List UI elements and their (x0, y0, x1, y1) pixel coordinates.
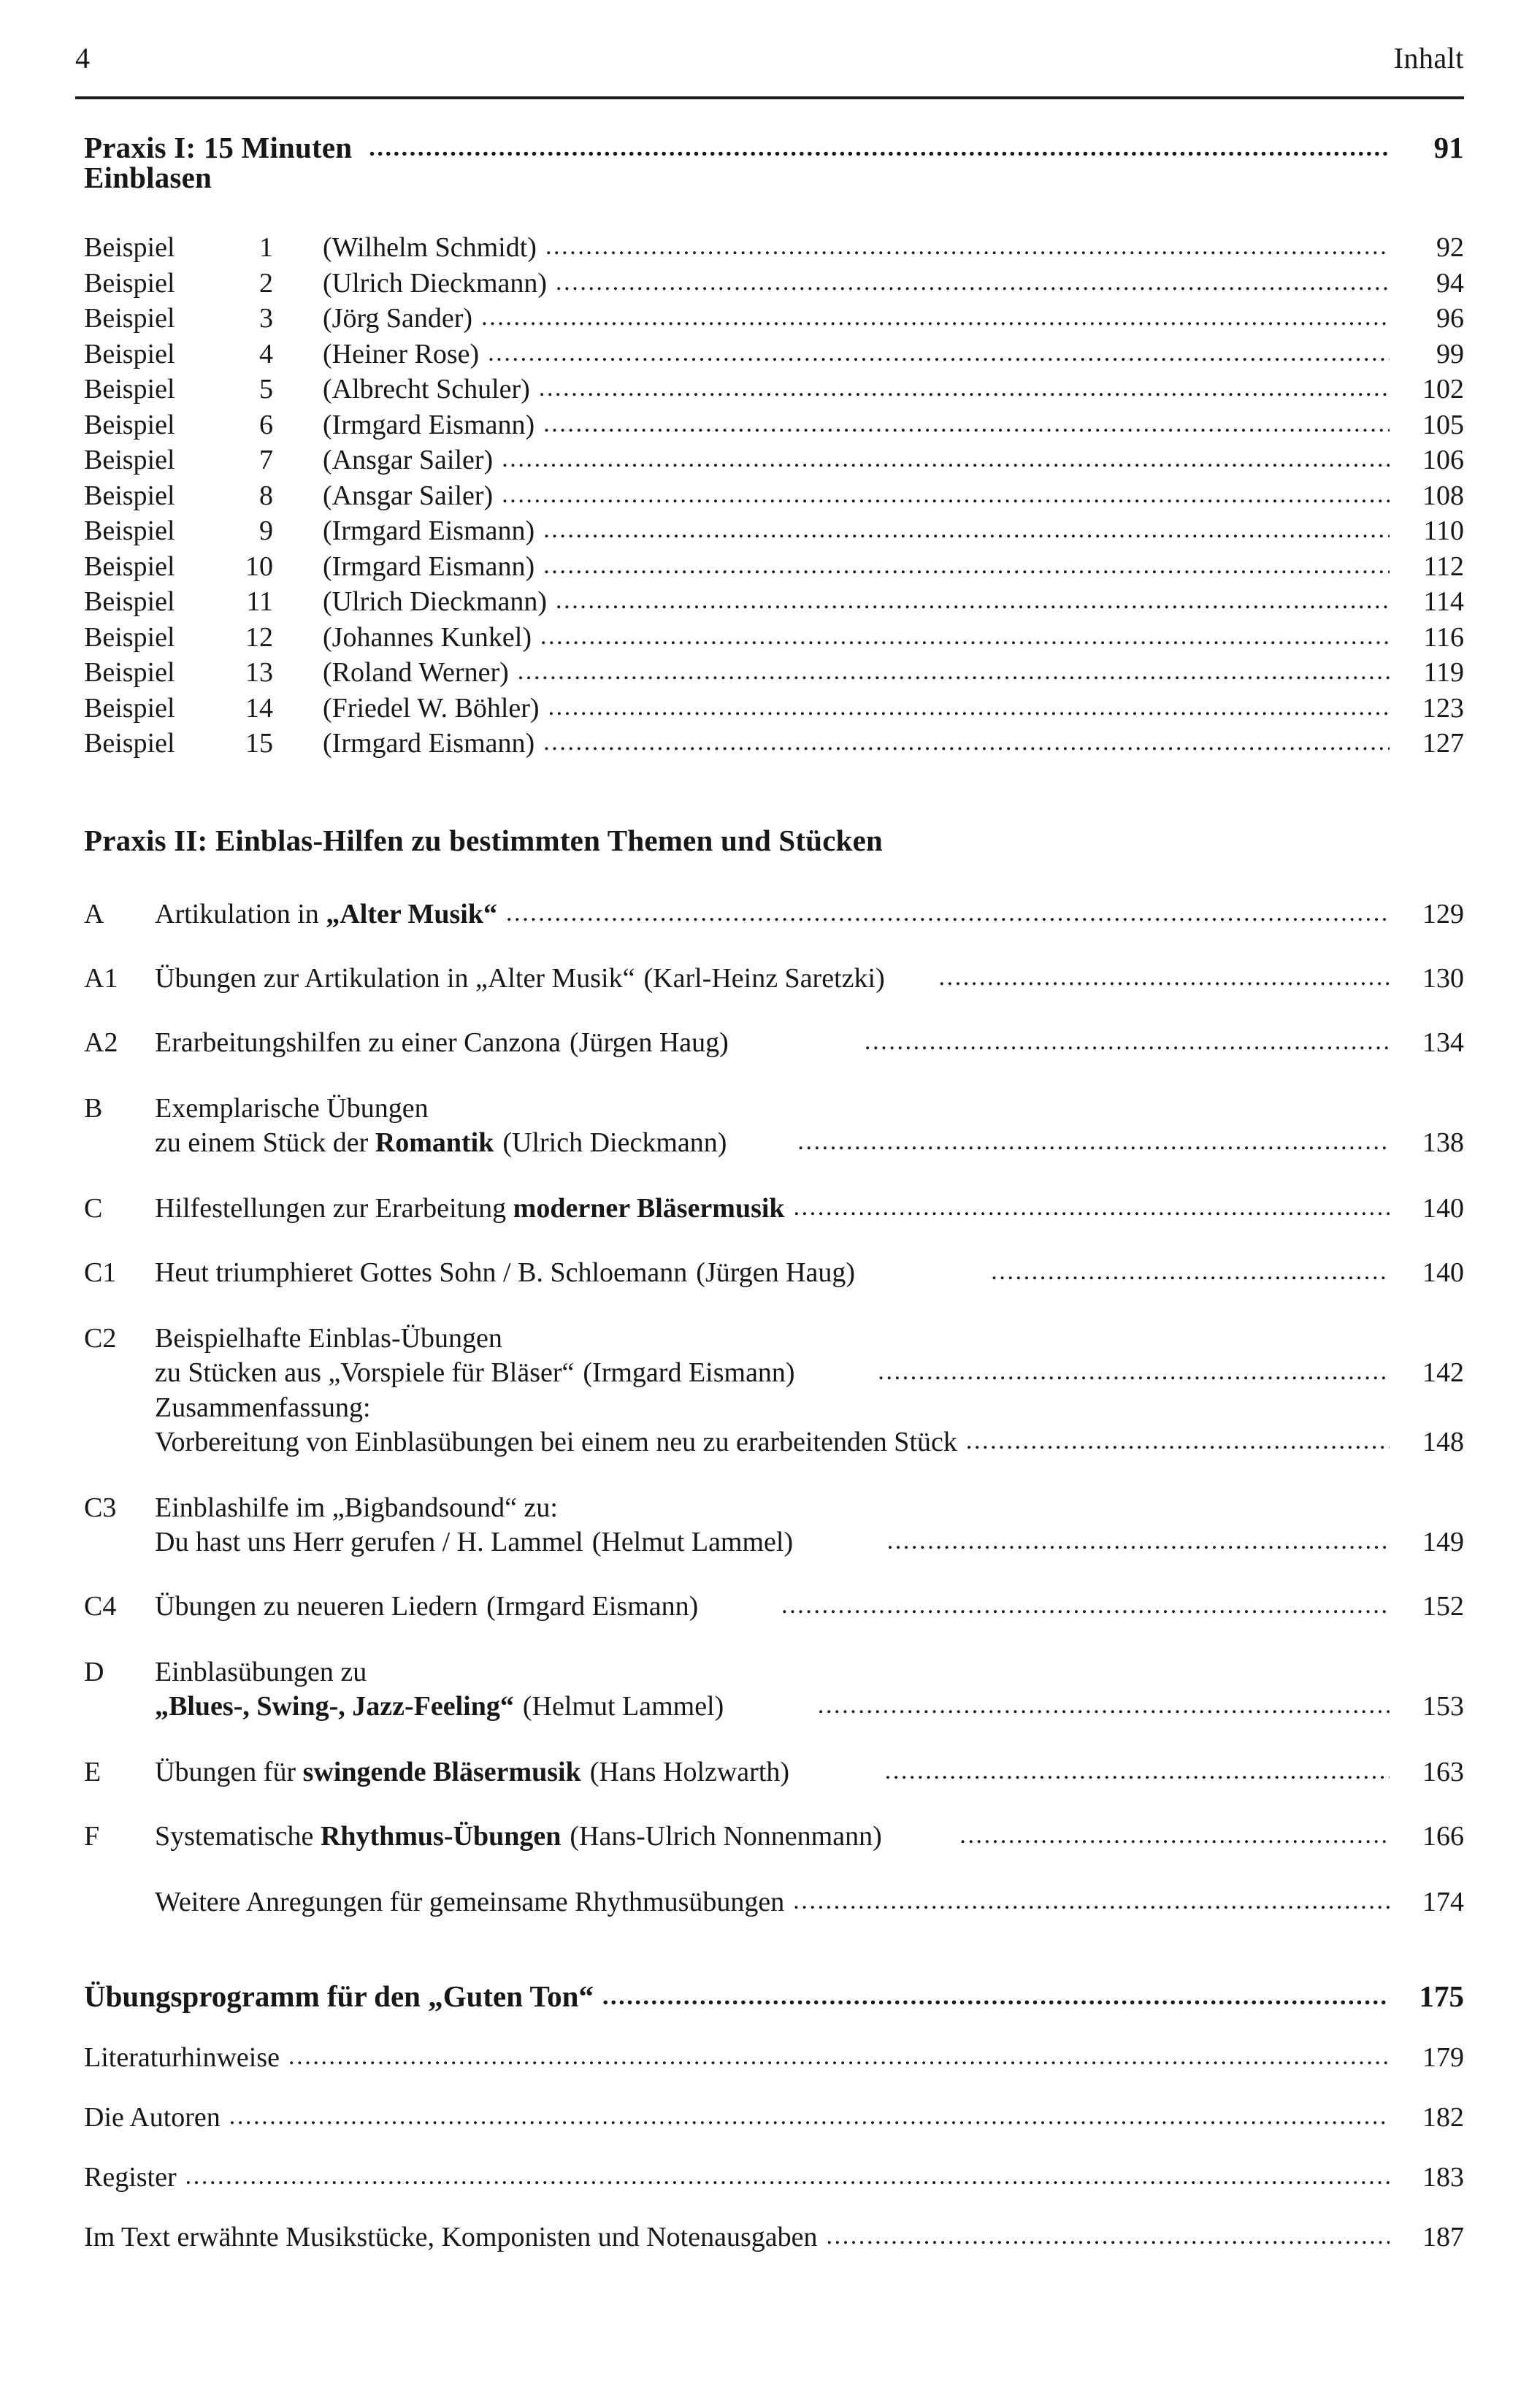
entry-page: 174 (1422, 1886, 1464, 1917)
section-author: (Hans Holzwarth) (589, 1756, 790, 1787)
beispiel-author: (Roland Werner) (323, 657, 509, 688)
beispiel-author: (Ulrich Dieckmann) (323, 586, 548, 617)
section-page: 149 (1422, 1526, 1464, 1557)
section-page: 166 (1422, 1820, 1464, 1852)
beispiel-author: (Heiner Rose) (323, 338, 480, 369)
list-item[interactable] (84, 726, 1464, 762)
toc-section-a1[interactable] (84, 962, 1464, 997)
section-author: (Irmgard Eismann) (486, 1590, 699, 1622)
beispiel-author: (Irmgard Eismann) (323, 409, 535, 440)
beispiel-number: 4 (259, 338, 273, 369)
beispiel-label: Beispiel (84, 728, 175, 759)
toc-section-c2[interactable] (84, 1322, 1464, 1460)
section-title: Übungen zur Artikulation in „Alter Musik“ (155, 962, 635, 994)
beispiel-number: 3 (259, 303, 273, 334)
section-page: 142 (1422, 1357, 1464, 1388)
beispiel-page: 119 (1423, 657, 1464, 688)
dot-leader (481, 301, 1390, 335)
dot-leader (539, 372, 1390, 406)
section-key: F (84, 1820, 100, 1852)
dot-leader (488, 337, 1390, 371)
beispiel-number: 10 (245, 551, 273, 582)
beispiel-author: (Irmgard Eismann) (323, 515, 535, 546)
beispiel-number: 6 (259, 409, 273, 440)
entry-title: Weitere Anregungen für gemeinsame Rhythmusübungen (155, 1886, 785, 1917)
beispiel-number: 15 (245, 728, 273, 759)
dot-leader (885, 1754, 1390, 1788)
section-key: C3 (84, 1492, 117, 1523)
toc-section-a[interactable] (84, 897, 1464, 932)
dot-leader (818, 1688, 1390, 1722)
beispiel-page: 110 (1423, 515, 1464, 546)
beispiel-author: (Irmgard Eismann) (323, 728, 535, 759)
section-page: 140 (1422, 1192, 1464, 1224)
toc-section-c3[interactable] (84, 1491, 1464, 1560)
beispiel-number: 12 (245, 621, 273, 653)
list-item[interactable] (84, 302, 1464, 337)
list-item[interactable] (84, 514, 1464, 550)
section-author: (Ulrich Dieckmann) (502, 1127, 727, 1158)
section-summary-page: 148 (1422, 1426, 1464, 1457)
section-title: Übungen zu neueren Liedern (155, 1590, 478, 1622)
section-title: Erarbeitungshilfen zu einer Canzona (155, 1027, 562, 1058)
toc-section-a2[interactable] (84, 1026, 1464, 1061)
section-key: C4 (84, 1590, 117, 1622)
section-page: 140 (1422, 1257, 1464, 1288)
dot-leader (288, 2044, 1390, 2069)
entry-page: 187 (1422, 2221, 1464, 2252)
dot-leader (878, 1354, 1390, 1389)
section-title-emphasis: „Blues-, Swing-, Jazz-Feeling“ (155, 1690, 514, 1722)
section-title-plain: Artikulation in (155, 898, 326, 929)
list-item[interactable] (84, 621, 1464, 656)
list-item[interactable] (84, 337, 1464, 373)
section-title: Heut triumphieret Gottes Sohn / B. Schloemann (155, 1257, 688, 1288)
tail-heading-plain: Übungsprogramm für den (84, 1979, 429, 2013)
dot-leader (887, 1524, 1390, 1558)
section-author: (Helmut Lammel) (591, 1526, 794, 1557)
toc-section-d[interactable] (84, 1655, 1464, 1725)
beispiel-label: Beispiel (84, 692, 175, 724)
toc-section-c[interactable] (84, 1192, 1464, 1227)
toc-section-e[interactable] (84, 1755, 1464, 1790)
section-key: B (84, 1092, 103, 1124)
section-title-plain: Systematische (155, 1820, 321, 1852)
dot-leader (865, 1024, 1390, 1059)
toc-entry-weitere-anregungen[interactable] (84, 1885, 1464, 1920)
toc-entry-literaturhinweise[interactable] (84, 2041, 1464, 2073)
section-author: (Helmut Lammel) (522, 1690, 724, 1722)
section-key: D (84, 1656, 104, 1687)
section-author: (Jürgen Haug) (696, 1257, 856, 1288)
dot-leader (797, 1124, 1390, 1159)
beispiel-number: 1 (259, 232, 273, 263)
beispiel-author: (Albrecht Schuler) (323, 374, 530, 404)
section-subtitle-summary: Zusammenfassung: (155, 1392, 371, 1423)
beispiel-page: 102 (1422, 374, 1464, 404)
beispiel-number: 7 (259, 445, 273, 475)
dot-leader (543, 407, 1390, 442)
section-page: 129 (1422, 898, 1464, 929)
toc-content (84, 133, 1464, 2251)
beispiel-number: 8 (259, 480, 273, 511)
beispiel-author: (Friedel W. Böhler) (323, 692, 540, 724)
section-title-line-1: Einblasübungen zu (155, 1656, 367, 1687)
section-title-line-1: Exemplarische Übungen (155, 1092, 429, 1124)
dot-leader (794, 1190, 1390, 1224)
beispiel-author: (Johannes Kunkel) (323, 621, 532, 653)
section-key: E (84, 1756, 101, 1787)
dot-leader (185, 2164, 1390, 2189)
section-title-plain: zu einem Stück der (155, 1127, 375, 1158)
running-head-rule (75, 96, 1464, 99)
beispiel-label: Beispiel (84, 338, 175, 369)
section-title-plain: Hilfestellungen zur Erarbeitung (155, 1192, 513, 1224)
section-author: (Karl-Heinz Saretzki) (643, 962, 885, 994)
toc-entry-register[interactable] (84, 2163, 1464, 2191)
beispiel-label: Beispiel (84, 409, 175, 440)
list-item[interactable] (84, 550, 1464, 586)
beispiel-author: (Ansgar Sailer) (323, 445, 494, 475)
beispiel-number: 14 (245, 692, 273, 724)
dot-leader (543, 726, 1390, 760)
section-title-emphasis: „Alter Musik“ (326, 898, 497, 929)
list-item[interactable] (84, 585, 1464, 621)
dot-leader (369, 136, 1390, 161)
section-title-emphasis: swingende Bläsermusik (302, 1756, 581, 1787)
dot-leader (556, 584, 1390, 618)
toc-section-f[interactable] (84, 1820, 1464, 1855)
section-key: A (84, 898, 104, 929)
list-item[interactable] (84, 231, 1464, 267)
dot-leader (548, 691, 1390, 725)
beispiel-page: 96 (1436, 303, 1464, 334)
beispiel-author: (Wilhelm Schmidt) (323, 232, 537, 263)
entry-page: 179 (1422, 2041, 1464, 2073)
toc-heading-praxis-1[interactable] (84, 133, 1464, 193)
list-item[interactable] (84, 267, 1464, 302)
dot-leader (502, 442, 1390, 477)
beispiel-label: Beispiel (84, 586, 175, 617)
beispiel-page: 123 (1422, 692, 1464, 724)
tail-heading-page: 175 (1419, 1979, 1464, 2013)
dot-leader (229, 2104, 1390, 2129)
beispiel-label: Beispiel (84, 303, 175, 334)
section-page: 134 (1422, 1027, 1464, 1058)
beispiel-page: 108 (1422, 480, 1464, 511)
beispiel-page: 106 (1422, 445, 1464, 475)
dot-leader (506, 896, 1390, 930)
section-key: C (84, 1192, 103, 1224)
beispiel-label: Beispiel (84, 657, 175, 688)
beispiel-label: Beispiel (84, 267, 175, 299)
section-page: 153 (1422, 1690, 1464, 1722)
dot-leader (545, 230, 1390, 264)
entry-page: 183 (1422, 2161, 1464, 2193)
toc-section-c4[interactable] (84, 1590, 1464, 1625)
entry-title: Literaturhinweise (84, 2041, 280, 2073)
list-item[interactable] (84, 443, 1464, 479)
section-key: C1 (84, 1257, 117, 1288)
tail-heading-emphasis: „Guten Ton“ (428, 1979, 594, 2013)
beispiel-list (84, 231, 1464, 762)
beispiel-page: 94 (1436, 267, 1464, 299)
section-page: 163 (1422, 1756, 1464, 1787)
dot-leader (781, 1588, 1390, 1622)
section-key: A1 (84, 962, 118, 994)
section-summary-text: Vorbereitung von Einblasübungen bei einem neu zu erarbeitenden Stück (155, 1426, 957, 1457)
beispiel-author: (Irmgard Eismann) (323, 551, 535, 582)
beispiel-number: 5 (259, 374, 273, 404)
list-item[interactable] (84, 691, 1464, 727)
beispiel-page: 112 (1423, 551, 1464, 582)
section-title-line-1: Beispielhafte Einblas-Übungen (155, 1322, 502, 1354)
beispiel-label: Beispiel (84, 621, 175, 653)
section-author: (Irmgard Eismann) (583, 1357, 795, 1388)
section-title-line-2: zu Stücken aus „Vorspiele für Bläser“ (155, 1357, 575, 1388)
section-key: C2 (84, 1322, 117, 1354)
dot-leader (939, 960, 1390, 994)
beispiel-label: Beispiel (84, 445, 175, 475)
beispiel-author: (Ansgar Sailer) (323, 480, 494, 511)
beispiel-label: Beispiel (84, 551, 175, 582)
entry-page: 182 (1422, 2101, 1464, 2133)
section-title-emphasis: Rhythmus-Übungen (320, 1820, 562, 1852)
section-author: (Jürgen Haug) (570, 1027, 729, 1058)
beispiel-label: Beispiel (84, 232, 175, 263)
dot-leader (543, 549, 1390, 583)
list-item[interactable] (84, 408, 1464, 444)
beispiel-page: 105 (1422, 409, 1464, 440)
beispiel-author: (Ulrich Dieckmann) (323, 267, 548, 299)
dot-leader (966, 1424, 1390, 1458)
beispiel-label: Beispiel (84, 374, 175, 404)
section-title-line-2: Du hast uns Herr gerufen / H. Lammel (155, 1526, 583, 1557)
toc-section-b[interactable] (84, 1092, 1464, 1161)
running-head (75, 44, 1464, 73)
dot-leader (540, 620, 1390, 654)
dot-leader (518, 655, 1390, 689)
dot-leader (543, 513, 1390, 548)
dot-leader (602, 1985, 1390, 2009)
beispiel-page: 116 (1423, 621, 1464, 653)
dot-leader (959, 1818, 1390, 1852)
section-key: A2 (84, 1027, 118, 1058)
section-page: 138 (1422, 1127, 1464, 1158)
section-page: 130 (1422, 962, 1464, 994)
beispiel-page: 114 (1423, 586, 1464, 617)
dot-leader (556, 266, 1390, 300)
beispiel-page: 99 (1436, 338, 1464, 369)
toc-section-c1[interactable] (84, 1256, 1464, 1291)
beispiel-number: 2 (259, 267, 273, 299)
beispiel-label: Beispiel (84, 480, 175, 511)
dot-leader (793, 1884, 1390, 1918)
beispiel-author: (Jörg Sander) (323, 303, 473, 334)
praxis-2-heading-label: Praxis II: Einblas-Hilfen zu bestimmten Themen und Stücken (84, 823, 884, 857)
page-folio-number: 4 (75, 42, 91, 74)
beispiel-page: 92 (1436, 232, 1464, 263)
list-item[interactable] (84, 372, 1464, 408)
section-title-emphasis: Romantik (375, 1127, 494, 1158)
section-page: 152 (1422, 1590, 1464, 1622)
toc-heading-uebungsprogramm[interactable] (84, 1979, 1464, 2013)
list-item[interactable] (84, 656, 1464, 691)
entry-title: Die Autoren (84, 2101, 221, 2133)
beispiel-number: 11 (246, 586, 273, 617)
praxis-1-heading-label: Praxis I: 15 Minuten Einblasen (84, 131, 353, 194)
dot-leader (827, 2224, 1390, 2249)
entry-title: Register (84, 2161, 177, 2193)
running-head-title: Inhalt (1393, 42, 1464, 74)
beispiel-number: 9 (259, 515, 273, 546)
dot-leader (991, 1254, 1390, 1289)
section-title-emphasis: moderner Bläsermusik (513, 1192, 785, 1224)
list-item[interactable] (84, 479, 1464, 515)
section-author: (Hans-Ulrich Nonnenmann) (570, 1820, 882, 1852)
toc-heading-praxis-2[interactable] (84, 823, 1464, 858)
toc-entry-die-autoren[interactable] (84, 2101, 1464, 2133)
beispiel-label: Beispiel (84, 515, 175, 546)
dot-leader (502, 478, 1390, 513)
toc-entry-musikstuecke-index[interactable] (84, 2223, 1464, 2251)
beispiel-number: 13 (245, 657, 273, 688)
section-title-plain: Übungen für (155, 1756, 303, 1787)
praxis-1-page: 91 (1433, 131, 1464, 164)
beispiel-page: 127 (1422, 728, 1464, 759)
entry-title: Im Text erwähnte Musikstücke, Komponisten und Notenausgaben (84, 2221, 818, 2252)
section-title-line-1: Einblashilfe im „Bigbandsound“ zu: (155, 1492, 558, 1523)
